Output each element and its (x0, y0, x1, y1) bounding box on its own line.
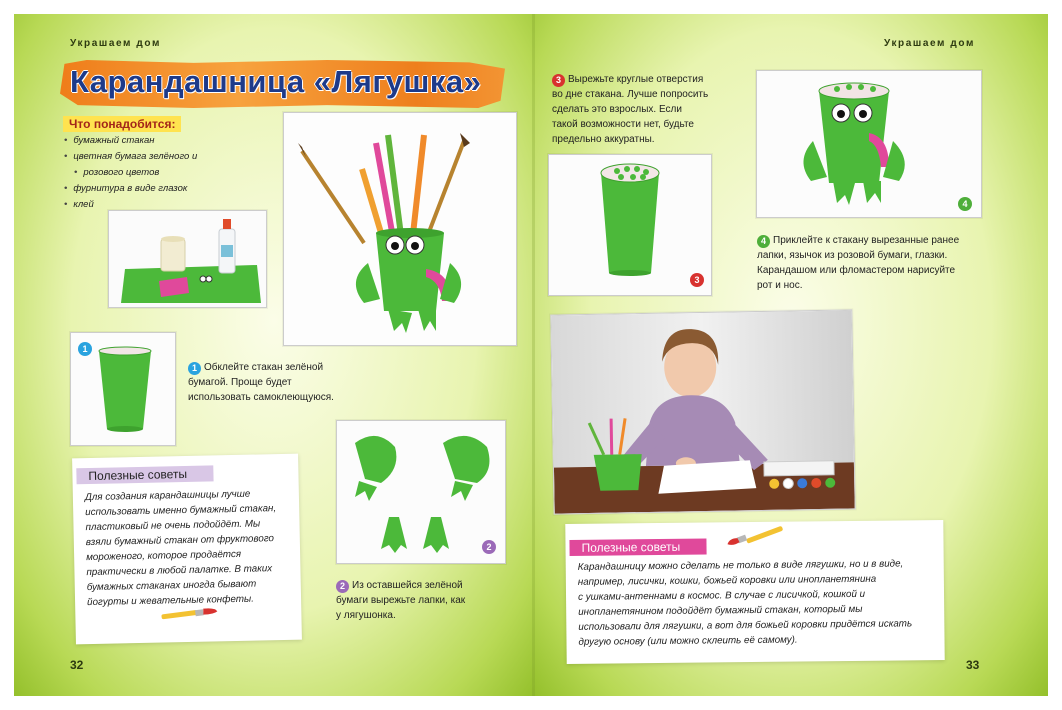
step-3-text (552, 72, 752, 147)
step-1-line: использовать самоклеющуюся. (188, 392, 334, 403)
step-3-photo (548, 154, 712, 296)
step-3-line: Вырежьте круглые отверстия (568, 74, 704, 85)
step-2-photo (336, 420, 506, 564)
step-2-inline-badge: 2 (336, 580, 349, 593)
tips-text-left (85, 486, 297, 610)
step-4-line: Приклейте к стакану вырезанные ранее (773, 235, 960, 246)
step-2-line: у лягушонка. (336, 610, 396, 621)
tips-left-line: Для создания карандашницы лучше (84, 488, 251, 504)
tips-left-line: использовать именно бумажный стакан, (85, 503, 277, 519)
step-2-text (336, 578, 496, 623)
materials-photo (108, 210, 267, 308)
step-3-line: сделать это взрослых. Если (552, 104, 682, 115)
step-3-inline-badge: 3 (552, 74, 565, 87)
step-3-line: во дне стакана. Лучше попросить (552, 89, 709, 100)
materials-item: • цветная бумага зелёного и (64, 149, 244, 165)
tips-left-line: взяли бумажный стакан от фруктового (85, 533, 275, 549)
tips-text-right (578, 556, 939, 650)
tips-right-line: инопланетянином подойдёт бумажный стакан, который мы (578, 603, 863, 618)
step-2-line: Из оставшейся зелёной (352, 580, 463, 591)
step-2-badge: 2 (482, 540, 496, 554)
paintbrush-icon (725, 524, 789, 547)
tips-right-line: использовали для лягушки, а вот для божьей коровки придётся искать (578, 618, 913, 633)
page-fold (532, 14, 535, 696)
step-4-photo (756, 70, 982, 218)
step-2-line: бумаги вырежьте лапки, как (336, 595, 466, 606)
materials-title: Что понадобится: (63, 116, 181, 132)
step-1-line: Обклейте стакан зелёной (204, 362, 324, 373)
girl-drawing-photo (550, 309, 855, 514)
materials-item: • клей (64, 197, 244, 213)
tips-left-line: пластиковый не очень подойдёт. Мы (85, 518, 261, 534)
step-4-line: лапки, язычок из розовой бумаги, глазки. (757, 250, 948, 261)
page-title: Карандашница «Лягушка» (70, 64, 482, 99)
step-3-badge: 3 (690, 273, 704, 287)
step-3-line: предельно аккуратны. (552, 134, 655, 145)
materials-item: • бумажный стакан (64, 133, 244, 149)
step-1-inline-badge: 1 (188, 362, 201, 375)
step-4-badge: 4 (958, 197, 972, 211)
materials-item: • розового цветов (64, 165, 244, 181)
finished-frog-photo (283, 112, 517, 346)
materials-list (64, 133, 244, 213)
materials-item: • фурнитура в виде глазок (64, 181, 244, 197)
step-1-text (188, 360, 358, 405)
tips-right-line: например, лисички, кошки, божьей коровки или инопланетянина (577, 573, 877, 588)
step-3-line: такой возможности нет, будьте (552, 119, 694, 130)
step-4-inline-badge: 4 (757, 235, 770, 248)
tips-right-line: другую основу (или можно склеить её самому). (578, 634, 798, 648)
tips-title-right: Полезные советы (569, 539, 706, 556)
tips-left-line: практически в любой палатке. В таких (86, 563, 273, 579)
paintbrush-icon (159, 605, 219, 622)
step-1-line: бумагой. Проще будет (188, 377, 292, 388)
tips-card-right (565, 520, 944, 664)
page-number-left: 32 (70, 658, 84, 672)
tips-left-line: бумажных стаканах иногда бывают (86, 578, 257, 594)
running-header-right: Украшаем дом (884, 38, 975, 49)
step-4-line: рот и нос. (757, 280, 803, 291)
tips-card-left (72, 454, 302, 645)
step-4-text (757, 233, 987, 293)
page-number-right: 33 (966, 658, 980, 672)
step-1-badge: 1 (78, 342, 92, 356)
step-4-line: Карандашом или фломастером нарисуйте (757, 265, 956, 276)
tips-right-line: с ушками-антеннами в космос. В случае с лисичкой, кошкой и (577, 588, 866, 603)
tips-right-line: Карандашницу можно сделать не только в виде лягушки, но и в виде, (577, 558, 904, 573)
running-header-left: Украшаем дом (70, 38, 161, 49)
tips-left-line: мороженого, которое продаётся (86, 548, 242, 564)
tips-left-line: йогурты и жевательные конфеты. (86, 593, 254, 609)
tips-title-left: Полезные советы (76, 465, 213, 484)
